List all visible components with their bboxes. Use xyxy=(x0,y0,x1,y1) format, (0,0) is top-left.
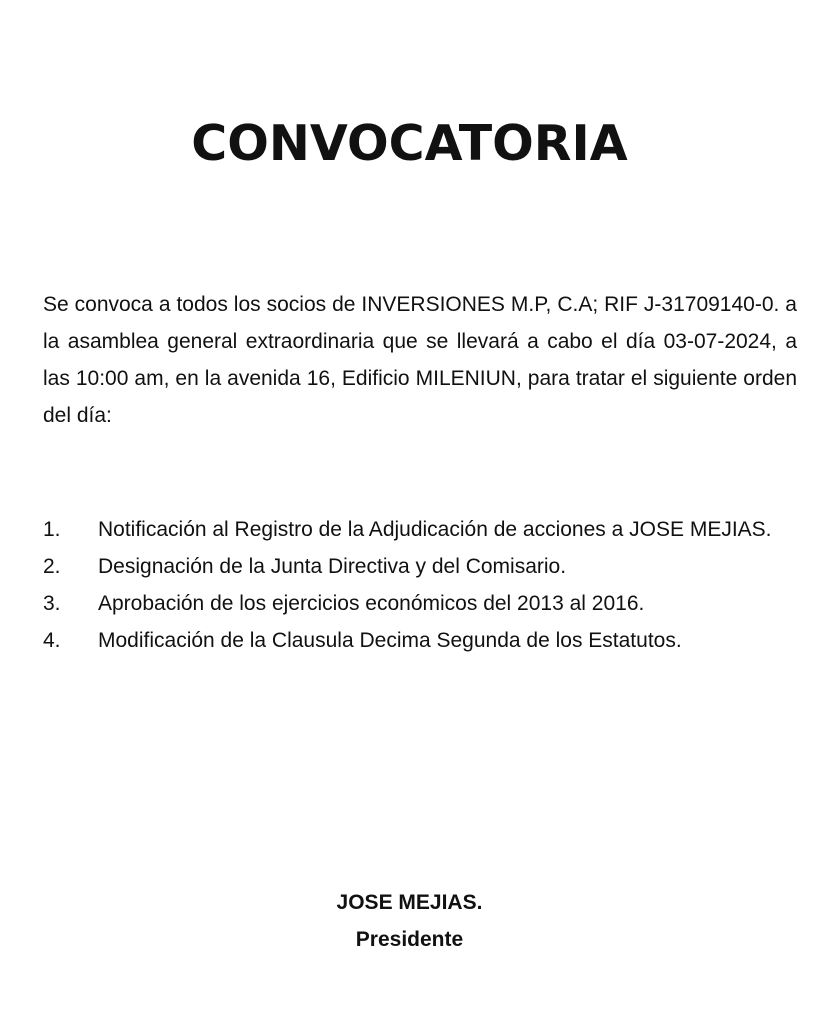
agenda-item-number: 2. xyxy=(43,555,61,578)
agenda-item xyxy=(43,511,803,548)
intro-paragraph: Se convoca a todos los socios de INVERSIONES M.P, C.A; RIF J-31709140-0. a la asamblea general extraordinaria que se llevará a cabo el día 03-07-2024, a las 10:00 am, en la avenida 16, Edificio MILENIUN, para tratar el siguiente orden del día: xyxy=(43,293,797,427)
signature-role: Presidente xyxy=(355,928,464,951)
document-title: CONVOCATORIA xyxy=(191,115,628,172)
signature-block xyxy=(0,884,819,958)
agenda-list xyxy=(43,511,803,659)
signature-name: JOSE MEJIAS. xyxy=(336,891,483,914)
agenda-item-number: 3. xyxy=(43,592,61,615)
agenda-item-number: 1. xyxy=(43,518,61,541)
agenda-item xyxy=(43,548,803,585)
agenda-item-number: 4. xyxy=(43,629,61,652)
agenda-item-text: Designación de la Junta Directiva y del Comisario. xyxy=(98,555,567,578)
agenda-item xyxy=(43,622,803,659)
agenda-item-text: Aprobación de los ejercicios económicos del 2013 al 2016. xyxy=(98,592,645,615)
agenda-item-text: Modificación de la Clausula Decima Segunda de los Estatutos. xyxy=(98,629,682,652)
agenda-item xyxy=(43,585,803,622)
agenda-item-text: Notificación al Registro de la Adjudicación de acciones a JOSE MEJIAS. xyxy=(98,518,772,541)
